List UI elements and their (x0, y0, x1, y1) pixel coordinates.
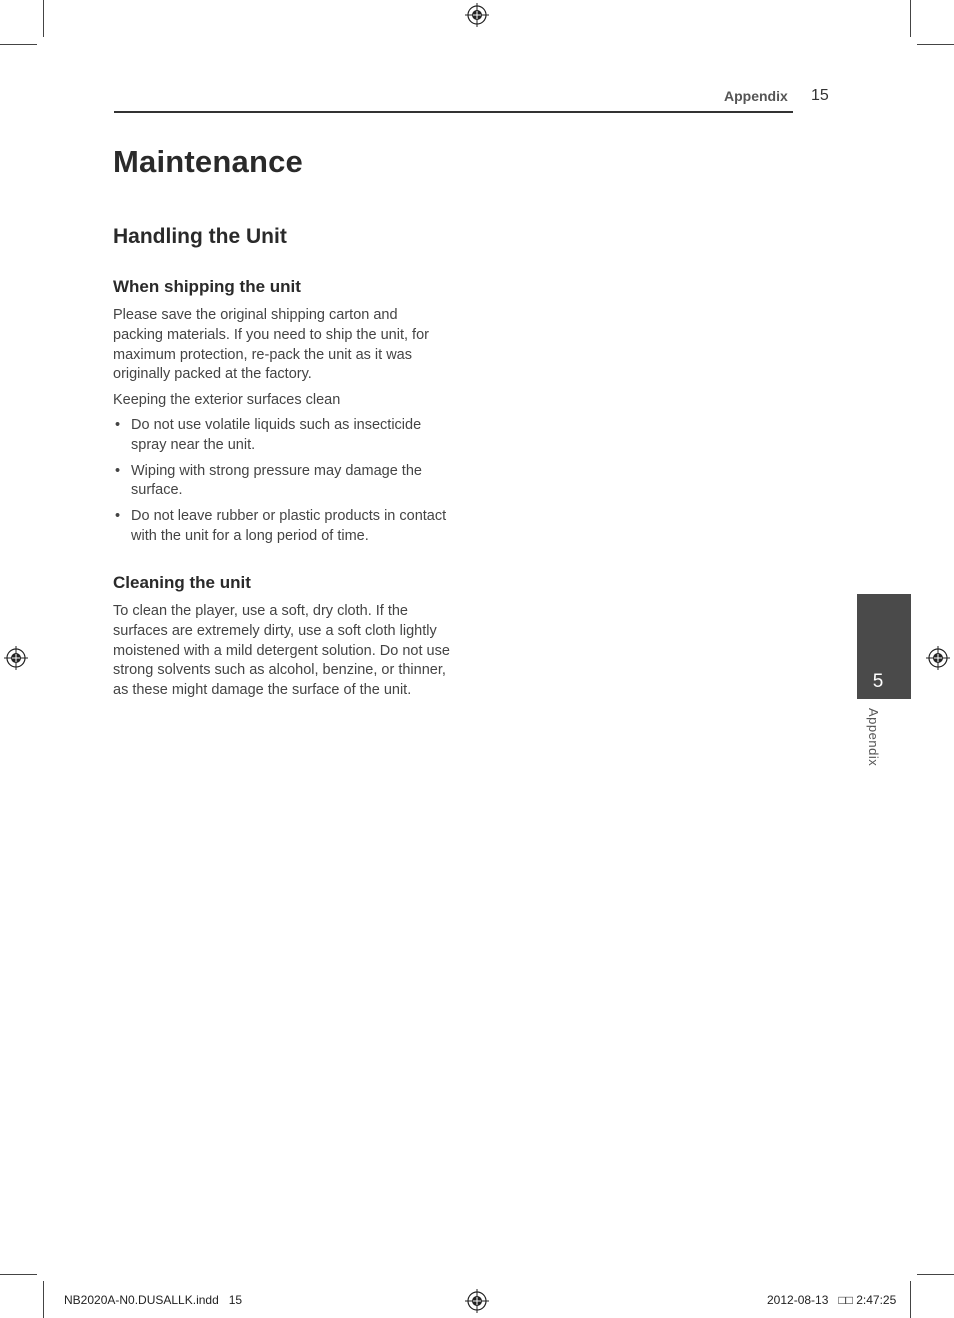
registration-mark-icon (465, 3, 489, 27)
bullet-icon: • (115, 508, 121, 525)
bullet-text: Do not leave rubber or plastic products in contact with the unit for a long period of time. (131, 508, 447, 544)
crop-mark (910, 0, 911, 37)
registration-mark-icon (4, 646, 28, 670)
cleaning-heading: Cleaning the unit (113, 573, 251, 592)
shipping-heading: When shipping the unit (113, 277, 301, 296)
crop-mark (0, 1274, 37, 1275)
crop-mark (43, 1281, 44, 1318)
exterior-subheading: Keeping the exterior surfaces clean (113, 392, 341, 408)
bullet-text: Do not use volatile liquids such as insecticide spray near the unit. (131, 417, 422, 453)
exterior-bullet-list (113, 416, 451, 553)
list-item (113, 416, 451, 456)
cleaning-paragraph: To clean the player, use a soft, dry cloth. If the surfaces are extremely dirty, use a soft cloth lightly moistened with a mild detergent solution. Do not use strong solvents such as alcohol, benzine, or thinner, as these might damage the surface of the unit. (113, 603, 450, 699)
footer-file-name: NB2020A-N0.DUSALLK.indd 15 (64, 1293, 243, 1307)
list-item (113, 507, 451, 547)
list-item (113, 462, 451, 502)
crop-mark (910, 1281, 911, 1318)
crop-mark (917, 1274, 954, 1275)
running-header-section: Appendix (724, 88, 788, 104)
section-title: Handling the Unit (113, 225, 287, 248)
registration-mark-icon (926, 646, 950, 670)
shipping-paragraph: Please save the original shipping carton and packing materials. If you need to ship the unit, for maximum protection, re-pack the unit as it was originally packed at the factory. (113, 307, 429, 383)
bullet-icon: • (115, 462, 121, 479)
chapter-tab (857, 594, 911, 699)
page-title: Maintenance (113, 144, 303, 179)
crop-mark (917, 44, 954, 45)
registration-mark-icon (465, 1289, 489, 1313)
header-divider (114, 111, 793, 113)
page-number: 15 (811, 87, 829, 104)
crop-mark (43, 0, 44, 37)
bullet-icon: • (115, 417, 121, 433)
chapter-number: 5 (872, 671, 884, 692)
bullet-text: Wiping with strong pressure may damage the surface. (131, 462, 422, 499)
footer-timestamp: 2012-08-13 □□ 2:47:25 (767, 1293, 897, 1307)
chapter-label: Appendix (866, 708, 881, 767)
crop-mark (0, 44, 37, 45)
